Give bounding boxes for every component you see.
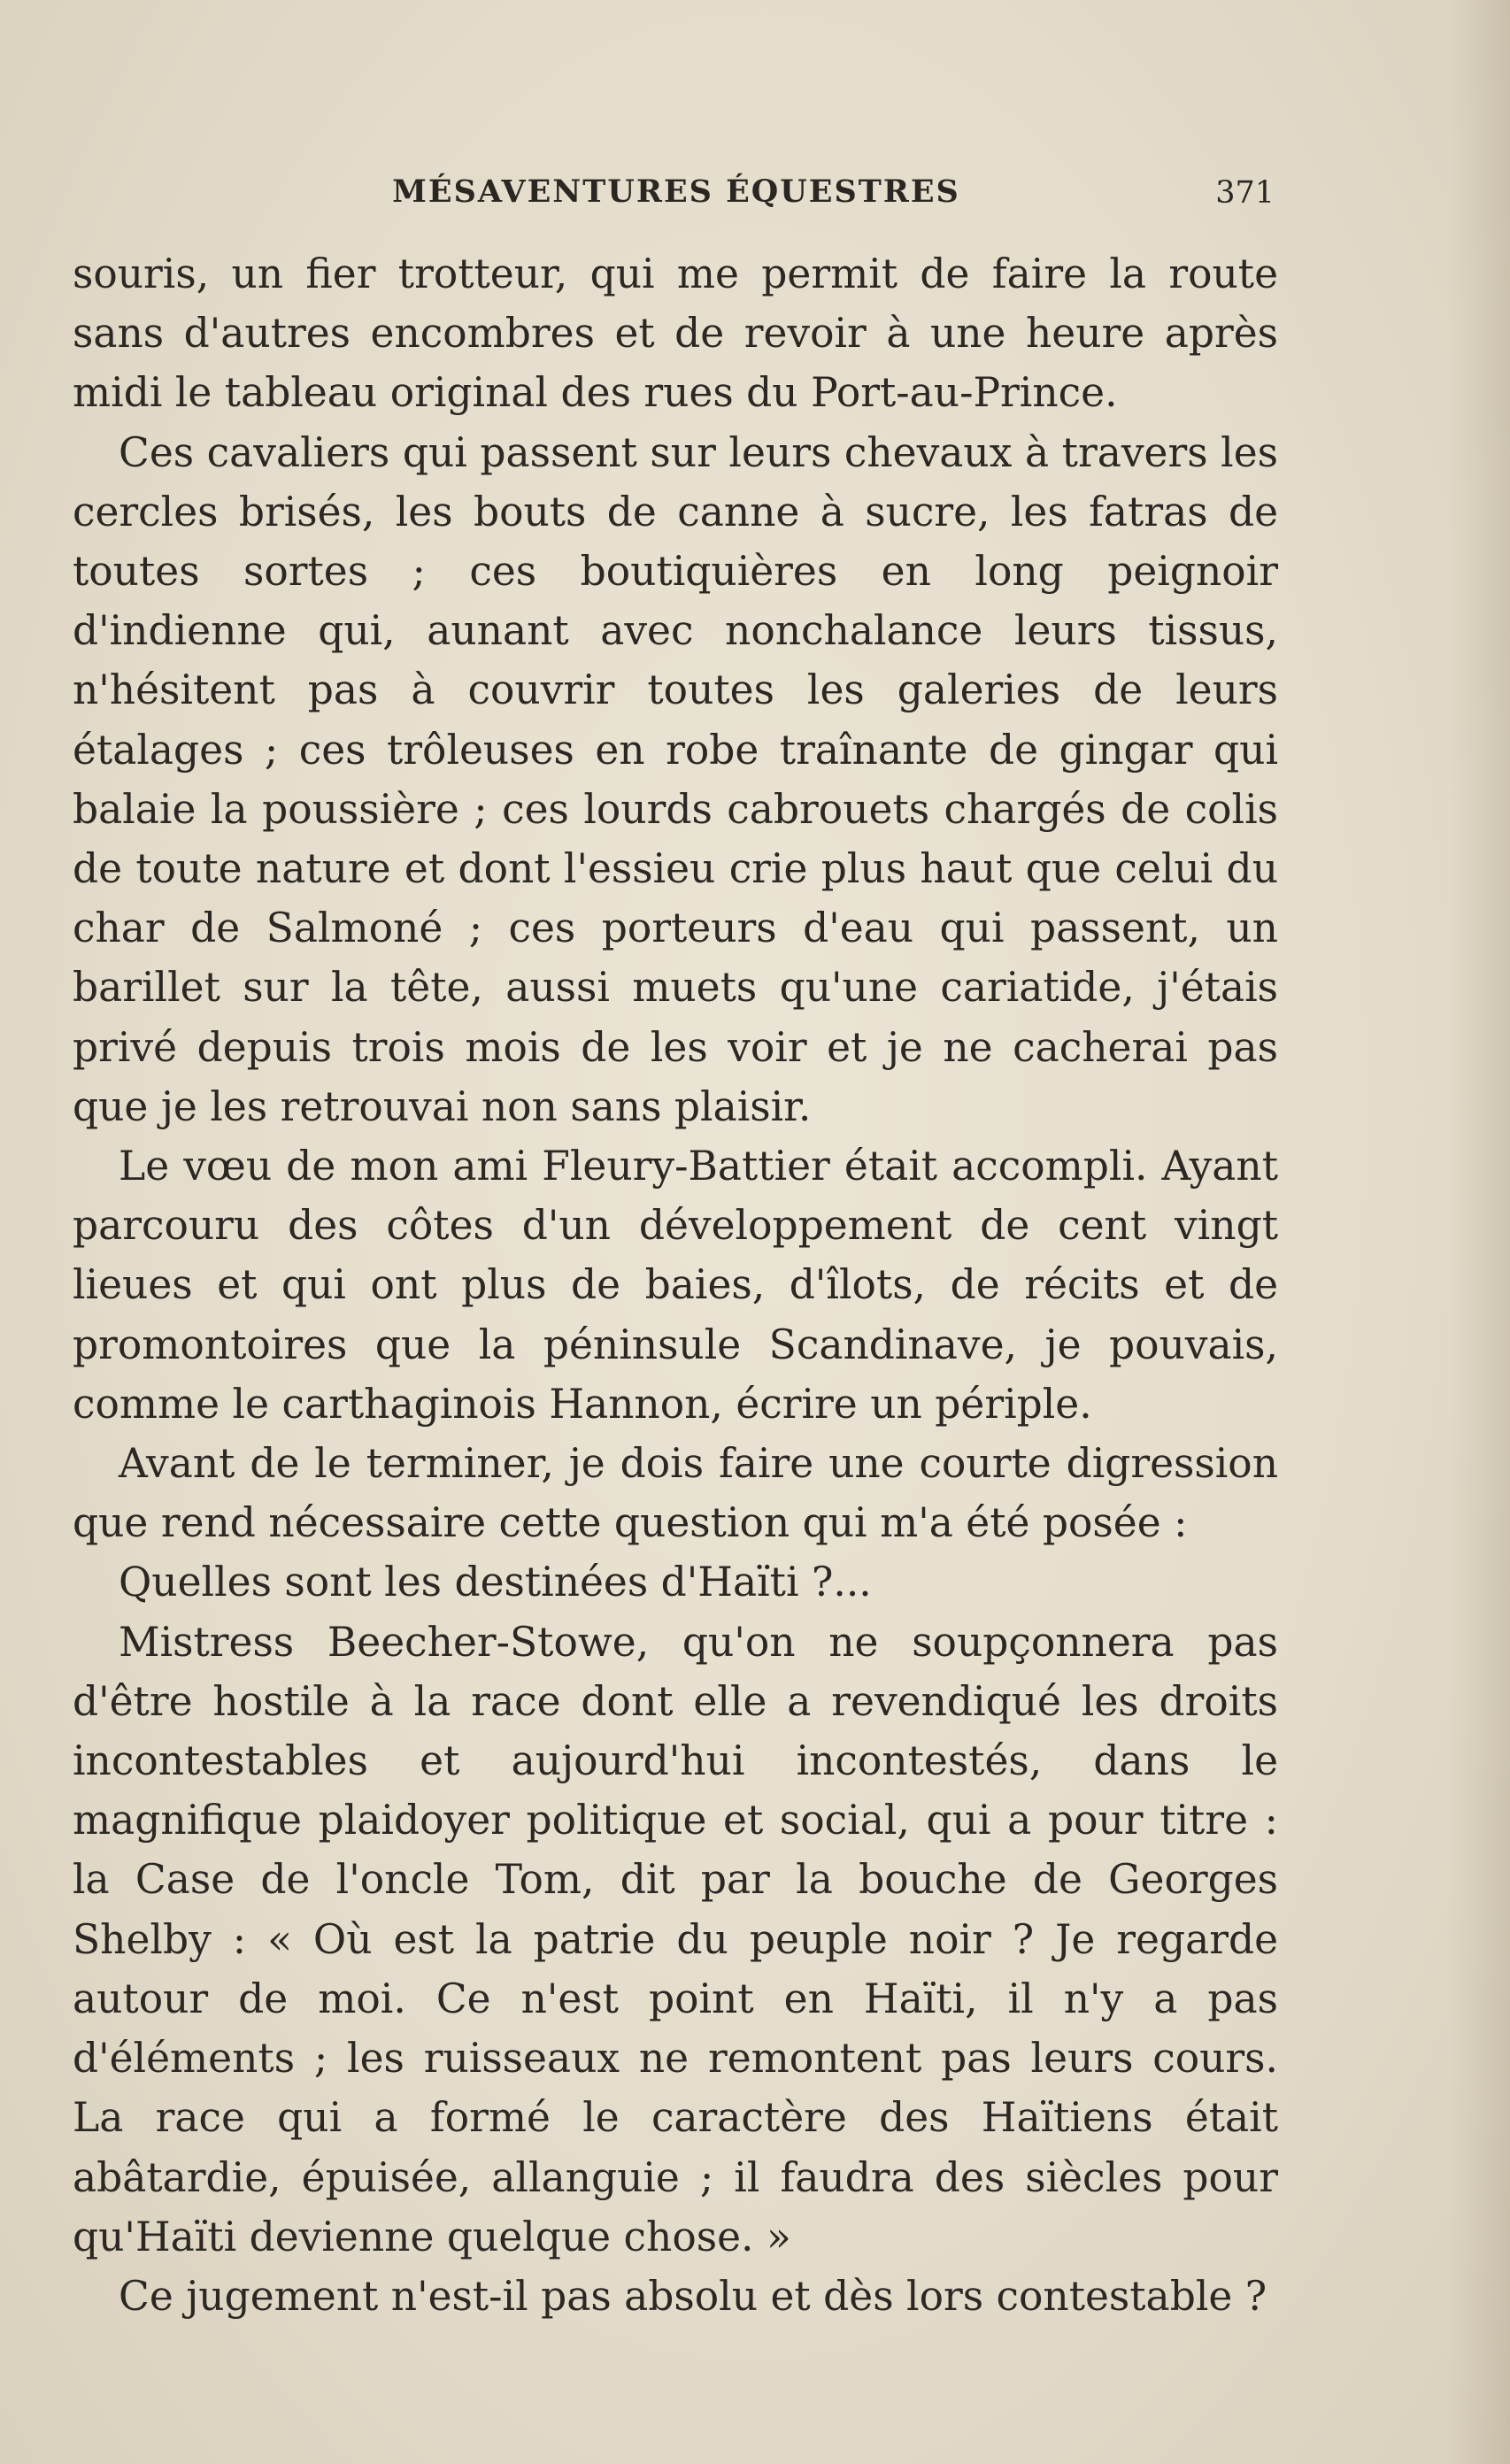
paragraph-7: Ce jugement n'est-il pas absolu et dès lors contestable ?	[119, 2272, 1267, 2320]
paragraph-5: Quelles sont les destinées d'Haïti ?...	[119, 1559, 872, 1606]
running-title: MÉSAVENTURES ÉQUESTRES	[392, 173, 960, 210]
paragraph-2: Ces cavaliers qui passent sur leurs chevaux à travers les cercles brisés, les bouts de canne à sucre, les fatras de toutes sortes ; ces boutiquières en long peignoir d'indienne qui, aunant avec nonchalance leurs tissus, n'hésitent pas à couvrir toutes les galeries de leurs étalages ; ces trôleuses en robe traînante de gingar qui balaie la poussière ; ces lourds cabrouets chargés de colis de toute nature et dont l'essieu crie plus haut que celui du char de Salmoné ; ces porteurs d'eau qui passent, un barillet sur la tête, aussi muets qu'une cariatide, j'étais privé depuis trois mois de les voir et je ne cacherai pas que je les retrouvai non sans plaisir.	[73, 428, 1278, 1130]
paragraph-3: Le vœu de mon ami Fleury-Battier était accompli. Ayant parcouru des côtes d'un développement de cent vingt lieues et qui ont plus de baies, d'îlots, de récits et de promontoires que la péninsule Scandinave, je pouvais, comme le carthaginois Hannon, écrire un périple.	[73, 1143, 1278, 1428]
body-text	[73, 244, 1278, 2326]
page-number: 371	[1215, 175, 1275, 211]
page-header	[78, 173, 1275, 227]
paragraph-6: Mistress Beecher-Stowe, qu'on ne soupçonnera pas d'être hostile à la race dont elle a revendiqué les droits incontestables et aujourd'hui incontestés, dans le magnifique plaidoyer politique et social, qui a pour titre : la Case de l'oncle Tom, dit par la bouche de Georges Shelby : « Où est la patrie du peuple noir ? Je regarde autour de moi. Ce n'est point en Haïti, il n'y a pas d'éléments ; les ruisseaux ne remontent pas leurs cours. La race qui a formé le caractère des Haïtiens était abâtardie, épuisée, allanguie ; il faudra des siècles pour qu'Haïti devienne quelque chose. »	[73, 1618, 1278, 2260]
paragraph-4: Avant de le terminer, je dois faire une courte digression que rend nécessaire cette question qui m'a été posée :	[73, 1440, 1278, 1547]
paragraph-1: souris, un fier trotteur, qui me permit de faire la route sans d'autres encombres et de revoir à une heure après midi le tableau original des rues du Port-au-Prince.	[73, 250, 1278, 417]
page-edge-shadow	[1448, 0, 1510, 2464]
